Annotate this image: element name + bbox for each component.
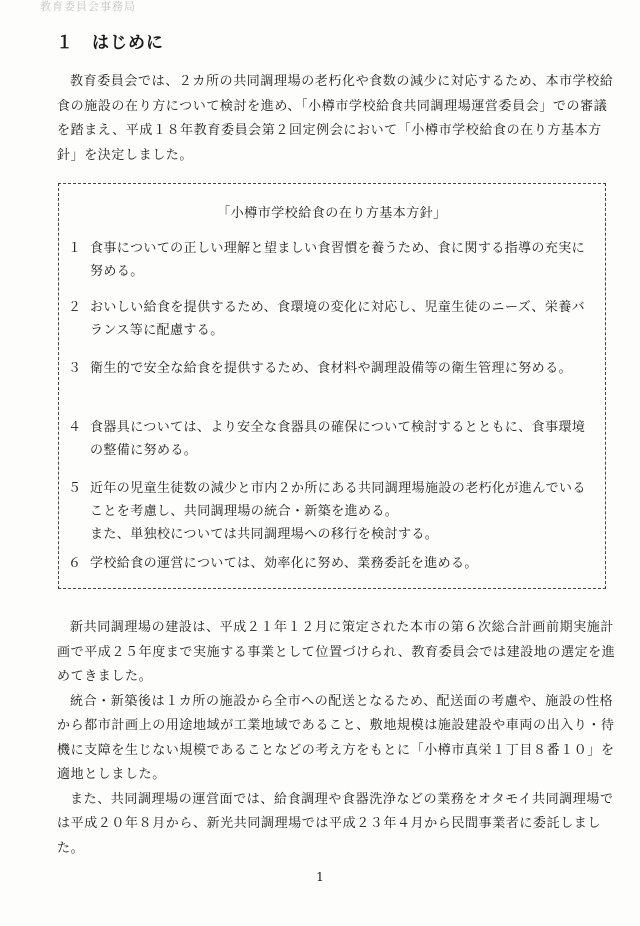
body-paragraph-3: また、共同調理場の運営面では、給食調理や食器洗浄などの業務をオタモイ共同調理場では平成２０年８月から、新光共同調理場では平成２３年４月から民間事業者に委託しました。	[57, 791, 614, 856]
body-paragraphs	[57, 616, 617, 861]
policy-item-text: 食器具については、より安全な食器具の確保について検討するとともに、食事環境の整備に努める。	[90, 420, 586, 458]
policy-item-2	[68, 296, 596, 342]
policy-item-1	[68, 237, 596, 283]
header-fragment: 教育委員会事務局	[40, 0, 136, 13]
policy-item-6	[68, 552, 596, 575]
policy-item-text: 近年の児童生徒数の減少と市内２か所にある共同調理場施設の老朽化が進んでいることを考慮し、共同調理場の統合・新築を進める。	[90, 481, 586, 519]
policy-item-5	[68, 477, 596, 546]
policy-item-text-continued: また、単独校については共同調理場への移行を検討する。	[90, 527, 439, 542]
policy-box-title: 「小樽市学校給食の在り方基本方針」	[217, 206, 447, 221]
policy-item-number: １	[68, 241, 82, 256]
policy-item-number: ４	[68, 420, 82, 435]
intro-paragraph: 教育委員会では、２カ所の共同調理場の老朽化や食数の減少に対応するため、本市学校給食の施設の在り方について検討を進め、「小樽市学校給食共同調理場運営委員会」での審議を踏まえ、平成１８年教育委員会第２回定例会において「小樽市学校給食の在り方基本方針」を決定しました。	[57, 74, 614, 163]
policy-box	[58, 183, 606, 589]
policy-item-4	[68, 416, 596, 462]
policy-item-number: ３	[68, 361, 82, 376]
page-number: 1	[316, 870, 324, 884]
policy-item-text: 食事についての正しい理解と望ましい食習慣を養うため、食に関する指導の充実に努める。	[90, 241, 586, 279]
policy-item-number: ２	[68, 300, 82, 315]
body-paragraph-2: 統合・新築後は１カ所の施設から全市への配送となるため、配送面の考慮や、施設の性格から都市計画上の用途地域が工業地域であること、敷地規模は施設建設や車両の出入り・待機に支障を生じない規模であることなどの考え方をもとに「小樽市真栄１丁目８番１０」を適地としました。	[57, 693, 615, 782]
section-title: １ はじめに	[56, 33, 164, 53]
body-paragraph-1: 新共同調理場の建設は、平成２１年１２月に策定された本市の第６次総合計画前期実施計画で平成２５年度まで実施する事業として位置づけられ、教育委員会では建設地の選定を進めてきました。	[57, 620, 616, 684]
policy-item-text: 衛生的で安全な給食を提供するため、食材料や調理設備等の衛生管理に努める。	[90, 361, 572, 376]
policy-item-number: ６	[68, 556, 82, 571]
policy-item-text: おいしい給食を提供するため、食環境の変化に対応し、児童生徒のニーズ、栄養バランス等に配慮する。	[90, 300, 586, 338]
policy-item-3	[68, 357, 596, 380]
policy-item-text: 学校給食の運営については、効率化に努め、業務委託を進める。	[90, 556, 478, 571]
policy-item-number: ５	[68, 481, 82, 496]
